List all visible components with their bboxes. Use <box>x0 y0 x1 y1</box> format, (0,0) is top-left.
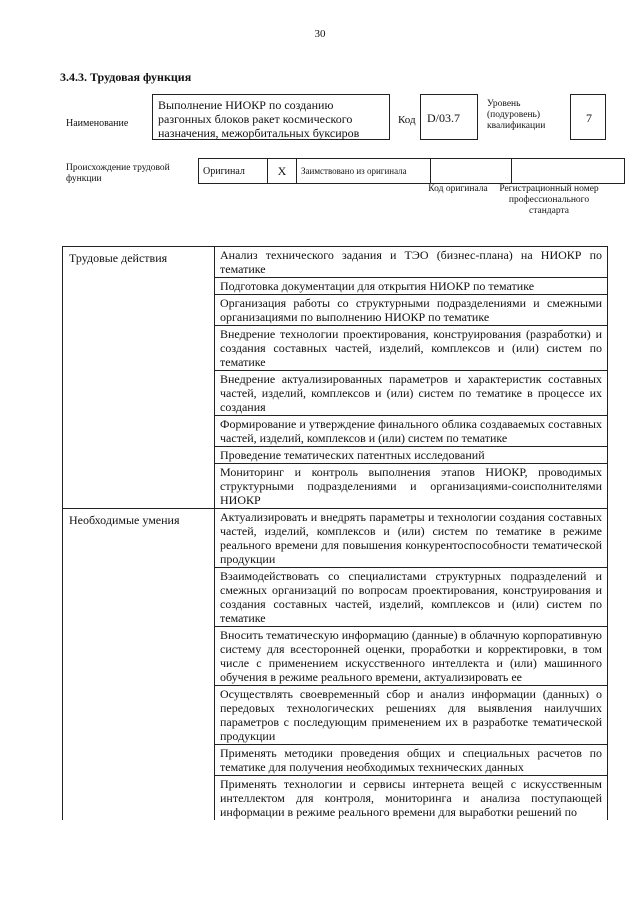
code-value-box: D/03.7 <box>420 94 478 140</box>
list-item: Осуществлять своевременный сбор и анализ информации (данных) о передовых технологических решениях для выявления наилучших параметров с последующим применением их в разработке тематической продукции <box>215 686 607 745</box>
list-item: Взаимодействовать со специалистами структурных подразделений и смежных организаций по вопросам проектирования, конструирования и создания составных частей, изделий, комплексов и (или) систем по тематике <box>215 568 607 627</box>
level-value-box: 7 <box>570 94 606 140</box>
list-item: Применять методики проведения общих и специальных расчетов по тематике для получения необходимых технических данных <box>215 745 607 776</box>
code-caption: Код оригинала <box>428 184 488 194</box>
list-item: Внедрение актуализированных параметров и характеристик составных частей, изделий, комплексов и (или) систем по тематике в процессе их создания <box>215 371 607 416</box>
section-label: Трудовые действия <box>63 247 215 509</box>
list-item: Подготовка документации для открытия НИОКР по тематике <box>215 278 607 295</box>
origin-label: Происхождение трудовой функции <box>66 163 170 184</box>
list-item: Внедрение технологии проектирования, конструирования (разработки) и создания составных частей, изделий, комплексов и (или) систем по тематике <box>215 326 607 371</box>
section-items <box>215 509 608 821</box>
reg-number-caption: Регистрационный номер профессионального стандарта <box>499 184 599 216</box>
list-item: Анализ технического задания и ТЭО (бизнес-плана) на НИОКР по тематике <box>215 247 607 278</box>
original-mark: X <box>268 159 297 184</box>
registration-number-cell <box>512 159 625 184</box>
function-name-box: Выполнение НИОКР по созданию разгонных блоков ракет космического назначения, межорбитальных буксиров <box>152 94 390 140</box>
level-label: Уровень (подуровень) квалификации <box>487 99 546 131</box>
list-item: Проведение тематических патентных исследований <box>215 447 607 464</box>
list-item: Вносить тематическую информацию (данные) в облачную корпоративную систему для всесторонней оценки, проработки и корректировки, в том числе с применением искусственного интеллекта и (или) машинного обучения в режиме реального времени, актуализировать ее <box>215 627 607 686</box>
list-item: Актуализировать и внедрять параметры и технологии создания составных частей, изделий, комплексов и (или) систем по тематике в режиме реального времени для повышения конкурентоспособности тематической продукции <box>215 509 607 568</box>
origin-table <box>198 158 625 184</box>
section-row <box>63 247 608 509</box>
function-table <box>62 246 608 820</box>
list-item: Организация работы со структурными подразделениями и смежными организациями по выполнению НИОКР по тематике <box>215 295 607 326</box>
section-row <box>63 509 608 821</box>
name-label: Наименование <box>66 118 129 129</box>
list-item: Применять технологии и сервисы интернета вещей с искусственным интеллектом для контроля, мониторинга и анализа поступающей информации в режиме реального времени для выработки решений по <box>220 777 602 819</box>
borrowed-label: Заимствовано из оригинала <box>297 159 431 184</box>
section-items <box>215 247 608 509</box>
page-number: 30 <box>314 28 326 40</box>
code-label: Код <box>398 114 416 126</box>
original-label: Оригинал <box>199 159 268 184</box>
original-code-cell <box>431 159 512 184</box>
section-title: 3.4.3. Трудовая функция <box>60 70 192 84</box>
list-item: Формирование и утверждение финального облика создаваемых составных частей, изделий, комплексов и (или) систем по тематике <box>215 416 607 447</box>
list-item: Мониторинг и контроль выполнения этапов НИОКР, проводимых структурными подразделениями и организациями-соисполнителями НИОКР <box>220 465 602 507</box>
section-label: Необходимые умения <box>63 509 215 821</box>
